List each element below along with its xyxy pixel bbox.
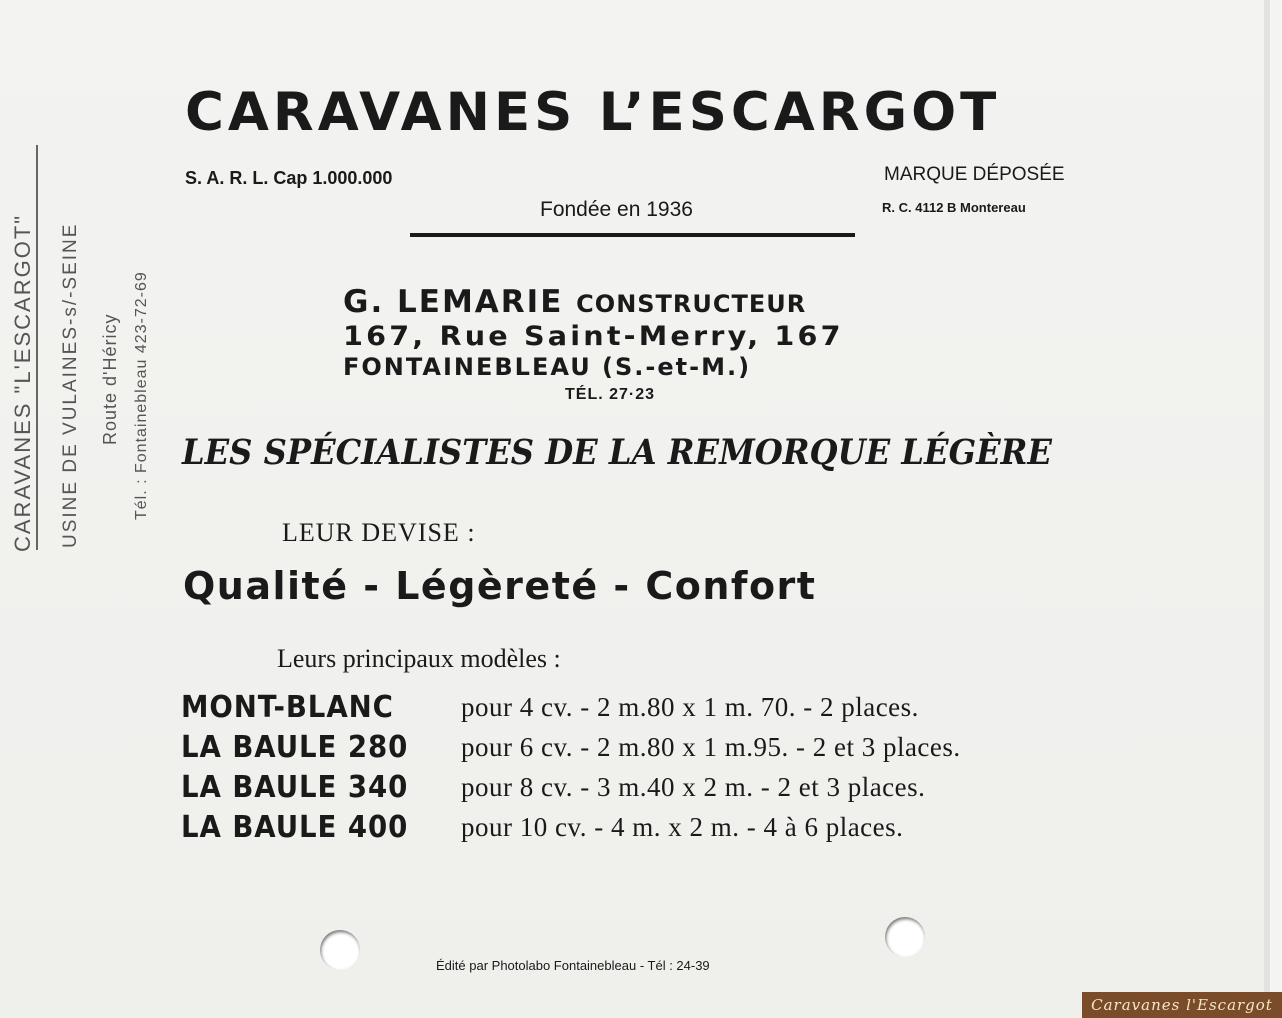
model-spec: pour 8 cv. - 3 m.40 x 2 m. - 2 et 3 places. <box>461 772 926 802</box>
constructor-phone: TÉL. 27·23 <box>565 386 656 403</box>
constructor-name: G. LEMARIE <box>343 284 564 320</box>
constructor-line <box>343 284 806 320</box>
model-name: LA BAULE 400 <box>181 810 409 845</box>
trademark-label: MARQUE DÉPOSÉE <box>884 164 1065 185</box>
registry-number: R. C. 4112 B Montereau <box>882 200 1026 215</box>
stamp-divider <box>36 145 38 550</box>
model-name: LA BAULE 280 <box>181 730 409 765</box>
model-row <box>181 770 1081 810</box>
header-divider <box>410 233 855 237</box>
stamp-factory: USINE DE VULAINES-s/-SEINE <box>60 222 81 548</box>
company-title: CARAVANES L’ESCARGOT <box>185 82 1001 143</box>
stamp-road: Route d'Héricy <box>100 313 120 445</box>
punch-hole <box>885 917 925 957</box>
models-list <box>181 690 1081 850</box>
publisher-footer: Édité par Photolabo Fontainebleau - Tél : 24-39 <box>436 958 710 973</box>
models-label: Leurs principaux modèles : <box>277 644 561 673</box>
model-name: LA BAULE 340 <box>181 770 409 805</box>
stamp-company: CARAVANES "L'ESCARGOT" <box>10 213 35 552</box>
constructor-city: FONTAINEBLEAU (S.-et-M.) <box>343 353 752 381</box>
model-row <box>181 730 1081 770</box>
motto-label: LEUR DEVISE : <box>282 518 476 547</box>
motto: Qualité - Légèreté - Confort <box>183 564 817 608</box>
sarl-capital: S. A. R. L. Cap 1.000.000 <box>185 168 393 188</box>
model-name: MONT-BLANC <box>181 690 394 725</box>
constructor-role: CONSTRUCTEUR <box>576 290 807 318</box>
model-spec: pour 10 cv. - 4 m. x 2 m. - 4 à 6 places. <box>461 812 904 842</box>
specialists-heading: LES SPÉCIALISTES DE LA REMORQUE LÉGÈRE <box>182 432 1052 473</box>
stamp-phone: Tél. : Fontainebleau 423-72-69 <box>133 271 150 520</box>
founded-year: Fondée en 1936 <box>540 198 693 221</box>
watermark-label: Caravanes l'Escargot <box>1082 992 1282 1018</box>
model-row <box>181 690 1081 730</box>
model-spec: pour 4 cv. - 2 m.80 x 1 m. 70. - 2 places. <box>461 692 919 722</box>
punch-hole <box>320 930 360 970</box>
model-row <box>181 810 1081 850</box>
constructor-address: 167, Rue Saint-Merry, 167 <box>343 321 844 352</box>
model-spec: pour 6 cv. - 2 m.80 x 1 m.95. - 2 et 3 places. <box>461 732 961 762</box>
